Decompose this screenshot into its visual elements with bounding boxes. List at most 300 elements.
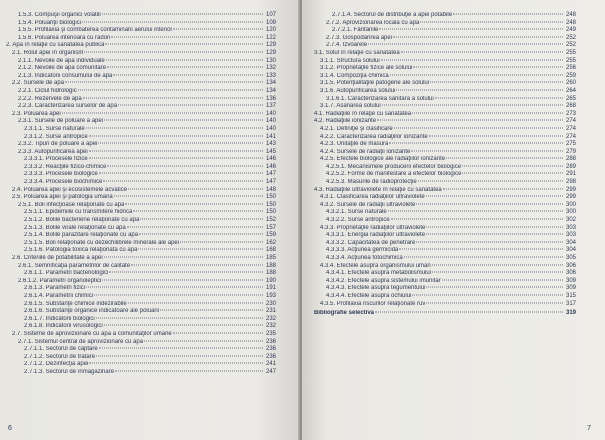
right-page [302, 0, 605, 440]
toc-entry-page: 150 [265, 201, 276, 208]
toc-dot-leader [430, 82, 563, 83]
toc-entry-title: 2.6.1.3. Parametri fizici [24, 285, 86, 292]
toc-dot-leader [413, 67, 563, 68]
toc-entry-title: 4.3.4.1. Efectele asupra metabolismului [326, 270, 432, 277]
toc-entry-title: 2.3.3.1. Procesele fizice [24, 156, 88, 163]
toc-entry-title: 2.5.1. Boli infecţioase relaţionate cu apa [18, 201, 125, 208]
toc-entry[interactable] [6, 20, 276, 28]
toc-dot-leader [426, 287, 563, 288]
toc-dot-leader [426, 226, 563, 227]
toc-entry[interactable] [314, 118, 576, 126]
toc-entry-page: 143 [265, 141, 276, 148]
toc-entry-title: 2.7.1.3. Sectorul de înmagazinare [24, 368, 115, 375]
toc-entry-title: 3.1.6. Autopurificarea solului [320, 87, 396, 94]
toc-entry[interactable] [6, 217, 276, 225]
toc-entry[interactable] [6, 331, 276, 339]
toc-dot-leader [89, 150, 263, 151]
toc-entry-title: 3.1. Solul în relaţie cu sănătatea [314, 49, 400, 56]
toc-entry-title: 1.5.5. Profilaxia şi combaterea contaminării aerului interior [18, 27, 173, 34]
toc-entry-page: 150 [265, 194, 276, 201]
toc-entry-title: 2.7.1.2. Dezinfecţia apei [24, 361, 89, 368]
toc-entry-title: 2.7.2. Aprovizionarea locală cu apă [326, 19, 420, 26]
toc-entry[interactable] [6, 285, 276, 293]
toc-entry[interactable] [314, 96, 576, 104]
toc-entry-title: 4.3.4.3. Efectele asupra tegumentului [326, 285, 426, 292]
toc-entry-page: 274 [565, 118, 576, 125]
toc-dot-leader [429, 135, 563, 136]
toc-dot-leader [399, 249, 563, 250]
toc-entry-page: 109 [265, 19, 276, 26]
toc-entry-title: 2.5.1.5. Boli relaţionate cu dezechilibrele minerale ale apei [24, 239, 180, 246]
toc-entry-page: 273 [565, 110, 576, 117]
toc-entry-title: 2.3.3.4. Procesele biochimice [24, 179, 103, 186]
toc-entry-title: 4.3.5. Profilaxia riscurilor relaţionate ruv [320, 300, 426, 307]
toc-entry-title: 2.6.1.1. Parametri bacteriologici [24, 270, 109, 277]
toc-entry[interactable] [6, 187, 276, 195]
toc-entry-page: 305 [565, 255, 576, 261]
toc-entry-page: 235 [265, 330, 276, 337]
toc-entry[interactable] [314, 179, 576, 187]
toc-entry-page: 157 [265, 224, 276, 231]
toc-entry-page: 299 [565, 194, 576, 201]
toc-entry-page: 299 [565, 186, 576, 193]
page-number-left: 6 [8, 425, 12, 432]
toc-entry-page: 122 [265, 34, 276, 41]
toc-entry-page: 107 [265, 12, 276, 18]
toc-dot-leader [89, 158, 263, 159]
toc-entry[interactable] [6, 202, 276, 210]
toc-entry-title: 2.6.1.2. Parametri organoleptici [18, 277, 102, 284]
toc-entry[interactable] [6, 361, 276, 369]
toc-entry-page: 255 [565, 49, 576, 56]
toc-entry-title: 2.2.1. Ciclul hidrologic [18, 87, 77, 94]
toc-entry-title: 3.1.7. Asanarea solului [320, 103, 381, 110]
toc-entry-page: 140 [265, 125, 276, 132]
toc-entry-page: 315 [565, 292, 576, 299]
toc-entry-page: 306 [565, 270, 576, 277]
toc-dot-leader [144, 340, 263, 341]
toc-dot-leader [404, 257, 563, 258]
toc-entry[interactable] [6, 73, 276, 81]
toc-entry[interactable] [314, 35, 576, 43]
toc-entry[interactable] [6, 88, 276, 96]
toc-dot-leader [86, 127, 263, 128]
toc-dot-leader [131, 264, 263, 265]
toc-dot-leader [390, 74, 563, 75]
toc-entry[interactable] [314, 50, 576, 58]
toc-entry-title: 4.3.4. Efectele asupra organismului uman [320, 262, 431, 269]
toc-entry-page: 259 [565, 72, 576, 79]
toc-dot-leader [381, 59, 563, 60]
toc-entry-title: 2.3.3.2. Reacţiile fizico-chimice [24, 163, 107, 170]
toc-entry-title: 4.3. Radiaţiile ultraviolete în relaţie cu sănătatea [314, 186, 442, 193]
toc-entry[interactable] [6, 12, 276, 20]
toc-entry-page: 133 [265, 72, 276, 79]
toc-dot-leader [416, 203, 563, 204]
toc-entry-title: 4.3.3.4. Acţiunea fotochimică [326, 255, 403, 261]
toc-dot-leader [102, 14, 263, 15]
toc-entry-title: 2.5.1.4. Bolile parazitare relaţionate cu apa [24, 232, 139, 239]
toc-entry[interactable] [6, 134, 276, 142]
toc-entry-title: 2.6.1.6. Substanţe organice indicatoare ale poluării [24, 308, 160, 315]
toc-entry-page: 231 [265, 308, 276, 315]
toc-entry[interactable] [6, 263, 276, 271]
toc-dot-leader [435, 97, 563, 98]
toc-entry-title: 2.3.3. Autopurificarea apei [18, 148, 88, 155]
toc-entry[interactable] [314, 310, 576, 318]
toc-entry[interactable] [6, 301, 276, 309]
toc-dot-leader [113, 74, 263, 75]
toc-entry-title: 4.3.4.4. Efectele asupra ochiului [326, 292, 412, 299]
toc-dot-leader [133, 211, 263, 212]
toc-entry[interactable] [314, 217, 576, 225]
toc-dot-leader [420, 21, 563, 22]
toc-entry[interactable] [314, 255, 576, 263]
toc-entry[interactable] [314, 126, 576, 134]
toc-entry-page: 303 [565, 224, 576, 231]
toc-entry-page: 255 [565, 57, 576, 64]
toc-entry-title: 2.3. Poluarea apei [12, 110, 61, 117]
toc-entry-title: 3.1.2. Proprietăţile fizice ale solului [320, 65, 413, 72]
toc-entry-title: 2.2. Sursele de apă [12, 80, 65, 87]
toc-entry[interactable] [314, 270, 576, 278]
toc-entry[interactable] [314, 171, 576, 179]
toc-entry-title: 2.3.3.3. Procesele biologice [24, 171, 98, 178]
toc-entry-page: 147 [265, 171, 276, 178]
toc-entry[interactable] [314, 20, 576, 28]
toc-entry[interactable] [6, 369, 276, 377]
toc-dot-leader [107, 165, 263, 166]
toc-entry[interactable] [314, 301, 576, 309]
toc-dot-leader [83, 97, 263, 98]
toc-entry-page: 247 [265, 368, 276, 375]
toc-entry[interactable] [6, 247, 276, 255]
toc-entry[interactable] [314, 65, 576, 73]
toc-entry-title: 4.2.5. Efectele biologice ale radiaţiilor ionizante [320, 156, 446, 163]
toc-entry-page: 150 [265, 209, 276, 216]
toc-entry[interactable] [6, 171, 276, 179]
toc-dot-leader [127, 226, 263, 227]
toc-entry-page: 146 [265, 156, 276, 163]
toc-entry-page: 162 [265, 239, 276, 246]
toc-entry[interactable] [314, 103, 576, 111]
toc-entry[interactable] [6, 354, 276, 362]
toc-dot-leader [78, 89, 263, 90]
toc-entry-title: 4.3.3.3. Acţiunea germicidă [326, 247, 399, 254]
toc-dot-leader [442, 279, 563, 280]
toc-entry-title: 4.3.1. Clasificarea radiaţiilor ultraviolete [320, 194, 425, 201]
toc-entry-title: 2.5.1.1. Epidemiile cu transmitere hidrică [24, 209, 133, 216]
toc-entry-page: 141 [265, 133, 276, 140]
toc-entry[interactable] [6, 27, 276, 35]
toc-entry[interactable] [6, 103, 276, 111]
toc-dot-leader [382, 105, 563, 106]
toc-dot-leader [96, 355, 263, 356]
toc-entry[interactable] [314, 12, 576, 20]
toc-dot-leader [432, 272, 563, 273]
toc-entry[interactable] [6, 339, 276, 347]
toc-entry[interactable] [314, 111, 576, 119]
toc-entry[interactable] [6, 42, 276, 50]
toc-dot-leader [105, 44, 263, 45]
toc-entry-page: 279 [565, 148, 576, 155]
toc-dot-leader [411, 150, 563, 151]
toc-entry-page: 264 [565, 87, 576, 94]
toc-dot-leader [426, 302, 563, 303]
toc-dot-leader [394, 127, 563, 128]
toc-entry-title: 2.3.2. Tipuri de poluare a apei [18, 141, 98, 148]
toc-list-left [6, 12, 276, 377]
toc-entry[interactable] [6, 270, 276, 278]
toc-entry-page: 152 [265, 217, 276, 224]
toc-entry-page: 248 [565, 12, 576, 18]
toc-dot-leader [138, 249, 263, 250]
toc-entry[interactable] [6, 80, 276, 88]
toc-entry-title: 4.3.3. Proprietăţile radiaţiilor ultraviolete [320, 224, 426, 231]
toc-entry-title: 2.7.1.4. Sectorul de distribuţie a apei potabile [332, 12, 453, 18]
toc-dot-leader [103, 181, 263, 182]
toc-entry-page: 185 [265, 255, 276, 261]
toc-entry[interactable] [314, 278, 576, 286]
toc-entry-page: 236 [265, 353, 276, 360]
toc-entry[interactable] [314, 293, 576, 301]
toc-entry-title: 2.5.1.3. Bolile virale relaţionate cu apa [24, 224, 126, 231]
toc-entry-page: 140 [265, 118, 276, 125]
toc-entry[interactable] [314, 88, 576, 96]
toc-entry-page: 137 [265, 103, 276, 110]
toc-entry[interactable] [314, 285, 576, 293]
toc-entry[interactable] [6, 35, 276, 43]
toc-dot-leader [432, 264, 563, 265]
toc-entry[interactable] [6, 293, 276, 301]
toc-entry-page: 265 [565, 95, 576, 102]
toc-entry[interactable] [314, 202, 576, 210]
toc-entry-page: 275 [565, 141, 576, 148]
toc-entry-page: 306 [565, 262, 576, 269]
toc-entry-title: 2.1. Rolul apei în organism [12, 49, 84, 56]
toc-entry-page: 129 [265, 49, 276, 56]
toc-entry[interactable] [6, 156, 276, 164]
toc-entry[interactable] [314, 134, 576, 142]
toc-entry[interactable] [314, 80, 576, 88]
toc-entry-title: 3.1.5. Potenţialităţile patogene ale solului [320, 80, 430, 87]
toc-entry[interactable] [6, 323, 276, 331]
toc-entry-title: 3.1.6.1. Caracterizarea sanitară a solului [326, 95, 434, 102]
toc-entry-title: 4.1. Radiaţiile în relaţie cu sănătatea [314, 110, 412, 117]
toc-entry-title: 4.3.2.1. Surse naturale [326, 209, 387, 216]
toc-entry[interactable] [6, 96, 276, 104]
toc-entry-page: 249 [565, 27, 576, 34]
toc-entry[interactable] [314, 164, 576, 172]
toc-dot-leader [118, 105, 263, 106]
toc-entry-title: 4.3.3.1. Energia radiaţiilor ultraviolete [326, 232, 426, 239]
toc-entry[interactable] [6, 346, 276, 354]
toc-entry-page: 317 [565, 300, 576, 307]
toc-entry[interactable] [6, 194, 276, 202]
toc-dot-leader [65, 82, 263, 83]
toc-entry[interactable] [6, 149, 276, 157]
toc-dot-leader [104, 325, 263, 326]
toc-dot-leader [462, 173, 563, 174]
toc-entry-title: 2.1.1. Nevoile de apă individuale [18, 57, 105, 64]
toc-entry-title: 2.3.1.2. Surse antropice [24, 133, 88, 140]
toc-entry-page: 241 [265, 361, 276, 368]
toc-entry-page: 302 [565, 217, 576, 224]
toc-list-right [314, 12, 576, 318]
toc-entry[interactable] [6, 240, 276, 248]
toc-entry-page: 268 [565, 103, 576, 110]
toc-dot-leader [98, 143, 263, 144]
toc-dot-leader [391, 219, 563, 220]
toc-entry-page: 148 [265, 186, 276, 193]
toc-entry-page: 252 [565, 42, 576, 49]
toc-dot-leader [89, 363, 263, 364]
toc-entry-page: 248 [565, 19, 576, 26]
toc-dot-leader [99, 348, 263, 349]
toc-entry-page: 274 [565, 125, 576, 132]
toc-entry[interactable] [6, 111, 276, 119]
toc-entry-title: 2.1.3. Indicatorii consumului de apă [18, 72, 113, 79]
toc-dot-leader [96, 317, 263, 318]
toc-dot-leader [104, 120, 263, 121]
toc-dot-leader [453, 14, 563, 15]
toc-entry[interactable] [314, 232, 576, 240]
toc-entry-page: 232 [265, 323, 276, 330]
toc-entry[interactable] [314, 209, 576, 217]
toc-entry-title: 2.6.1.8. Indicatorii virusologici [24, 323, 103, 330]
toc-entry-page: 136 [265, 95, 276, 102]
toc-entry-page: 130 [265, 57, 276, 64]
toc-entry-title: 4.2. Radiaţiile ionizante [314, 118, 377, 125]
toc-entry-page: 300 [565, 209, 576, 216]
toc-entry[interactable] [6, 65, 276, 73]
toc-entry-page: 260 [565, 80, 576, 87]
toc-dot-leader [128, 188, 263, 189]
toc-entry[interactable] [6, 164, 276, 172]
toc-entry[interactable] [6, 232, 276, 240]
toc-entry[interactable] [314, 58, 576, 66]
toc-entry[interactable] [314, 187, 576, 195]
toc-dot-leader [368, 44, 563, 45]
toc-entry-title: 2.1.2. Nevoile de apă comunitare [18, 65, 107, 72]
toc-entry-title: 2.7.1.1. Sectorul de captare [24, 346, 98, 353]
toc-entry[interactable] [314, 149, 576, 157]
toc-entry-title: 2.6.1.4. Parametrii chimici [24, 292, 94, 299]
toc-entry-page: 147 [265, 179, 276, 186]
toc-entry-page: 274 [565, 133, 576, 140]
toc-entry-title: 4.2.5.1. Mecanismele producerii efectelor biologice [326, 163, 462, 170]
toc-dot-leader [160, 310, 263, 311]
toc-dot-leader [393, 36, 563, 37]
toc-entry-title: 2.6. Criteriile de potabilitate a apei [12, 255, 103, 261]
toc-entry[interactable] [6, 316, 276, 324]
toc-entry[interactable] [314, 73, 576, 81]
toc-entry-page: 236 [265, 346, 276, 353]
toc-entry[interactable] [314, 194, 576, 202]
toc-entry-page: 168 [265, 247, 276, 254]
toc-entry[interactable] [314, 240, 576, 248]
toc-dot-leader [180, 241, 263, 242]
toc-entry[interactable] [6, 225, 276, 233]
toc-entry-page: 288 [565, 156, 576, 163]
toc-entry[interactable] [6, 308, 276, 316]
toc-entry[interactable] [6, 141, 276, 149]
toc-entry-page: 120 [265, 27, 276, 34]
toc-entry-title: 2.7.1.2. Sectorul de tratare [24, 353, 96, 360]
toc-entry-title: 1.5.6. Poluarea interioară cu radon [18, 34, 111, 41]
toc-entry[interactable] [6, 126, 276, 134]
toc-entry-page: 190 [265, 277, 276, 284]
toc-dot-leader [379, 29, 563, 30]
toc-dot-leader [109, 272, 263, 273]
toc-entry-title: 2. Apa în relaţie cu sănătatea publică [6, 42, 105, 49]
toc-entry-title: 4.2.2. Caracterizarea radiaţiilor ionizante [320, 133, 428, 140]
toc-dot-leader [99, 173, 263, 174]
toc-entry[interactable] [6, 118, 276, 126]
toc-entry[interactable] [6, 255, 276, 263]
toc-dot-leader [139, 234, 263, 235]
toc-entry-page: 232 [265, 315, 276, 322]
toc-entry[interactable] [314, 225, 576, 233]
toc-entry-title: 2.5.1.6. Patologia toxică relaţionată cu apa [24, 247, 138, 254]
toc-dot-leader [377, 120, 563, 121]
toc-entry[interactable] [6, 209, 276, 217]
toc-entry-page: 304 [565, 239, 576, 246]
toc-dot-leader [107, 67, 263, 68]
toc-entry[interactable] [314, 141, 576, 149]
toc-dot-leader [114, 196, 263, 197]
toc-entry-page: 319 [565, 310, 576, 317]
toc-entry-title: 2.7.3. Gospodărirea apei [326, 34, 393, 41]
toc-entry-page: 291 [565, 171, 576, 178]
toc-entry-title: 2.3.1.1. Surse naturale [24, 125, 85, 132]
toc-entry-page: 129 [265, 42, 276, 49]
toc-entry-page: 230 [265, 300, 276, 307]
toc-entry-page: 303 [565, 232, 576, 239]
toc-entry[interactable] [314, 42, 576, 50]
toc-entry[interactable] [314, 247, 576, 255]
toc-dot-leader [125, 203, 263, 204]
toc-dot-leader [173, 332, 263, 333]
toc-entry[interactable] [314, 263, 576, 271]
toc-entry[interactable] [6, 179, 276, 187]
toc-dot-leader [396, 89, 563, 90]
toc-entry-title: 3.1.4. Compoziţia chimică [320, 72, 389, 79]
toc-entry-title: 4.2.3. Unităţile de măsură [320, 141, 389, 148]
toc-dot-leader [462, 165, 563, 166]
toc-dot-leader [426, 234, 563, 235]
toc-dot-leader [82, 21, 263, 22]
toc-entry[interactable] [314, 27, 576, 35]
toc-entry-title: 4.2.5.3. Măsurile de radioprotecţie [326, 179, 417, 186]
toc-entry[interactable] [6, 278, 276, 286]
toc-entry-title: 2.6.1.7. Indicatorii biologici [24, 315, 95, 322]
toc-entry-title: 2.7.2.1. Fântânile [332, 27, 379, 34]
toc-entry-page: 304 [565, 247, 576, 254]
toc-entry-title: 4.3.3.2. Capacitatea de penetrare [326, 239, 416, 246]
toc-entry[interactable] [314, 156, 576, 164]
toc-dot-leader [446, 158, 563, 159]
toc-entry-title: 2.6.1.5. Substanţe chimice indezirabile [24, 300, 127, 307]
toc-entry-page: 188 [265, 262, 276, 269]
toc-dot-leader [412, 112, 563, 113]
toc-entry[interactable] [6, 58, 276, 66]
toc-entry[interactable] [6, 50, 276, 58]
toc-entry-page: 252 [565, 34, 576, 41]
toc-entry-title: 2.2.2. Rezervele de apă [18, 95, 82, 102]
toc-entry-page: 134 [265, 80, 276, 87]
toc-dot-leader [89, 135, 263, 136]
